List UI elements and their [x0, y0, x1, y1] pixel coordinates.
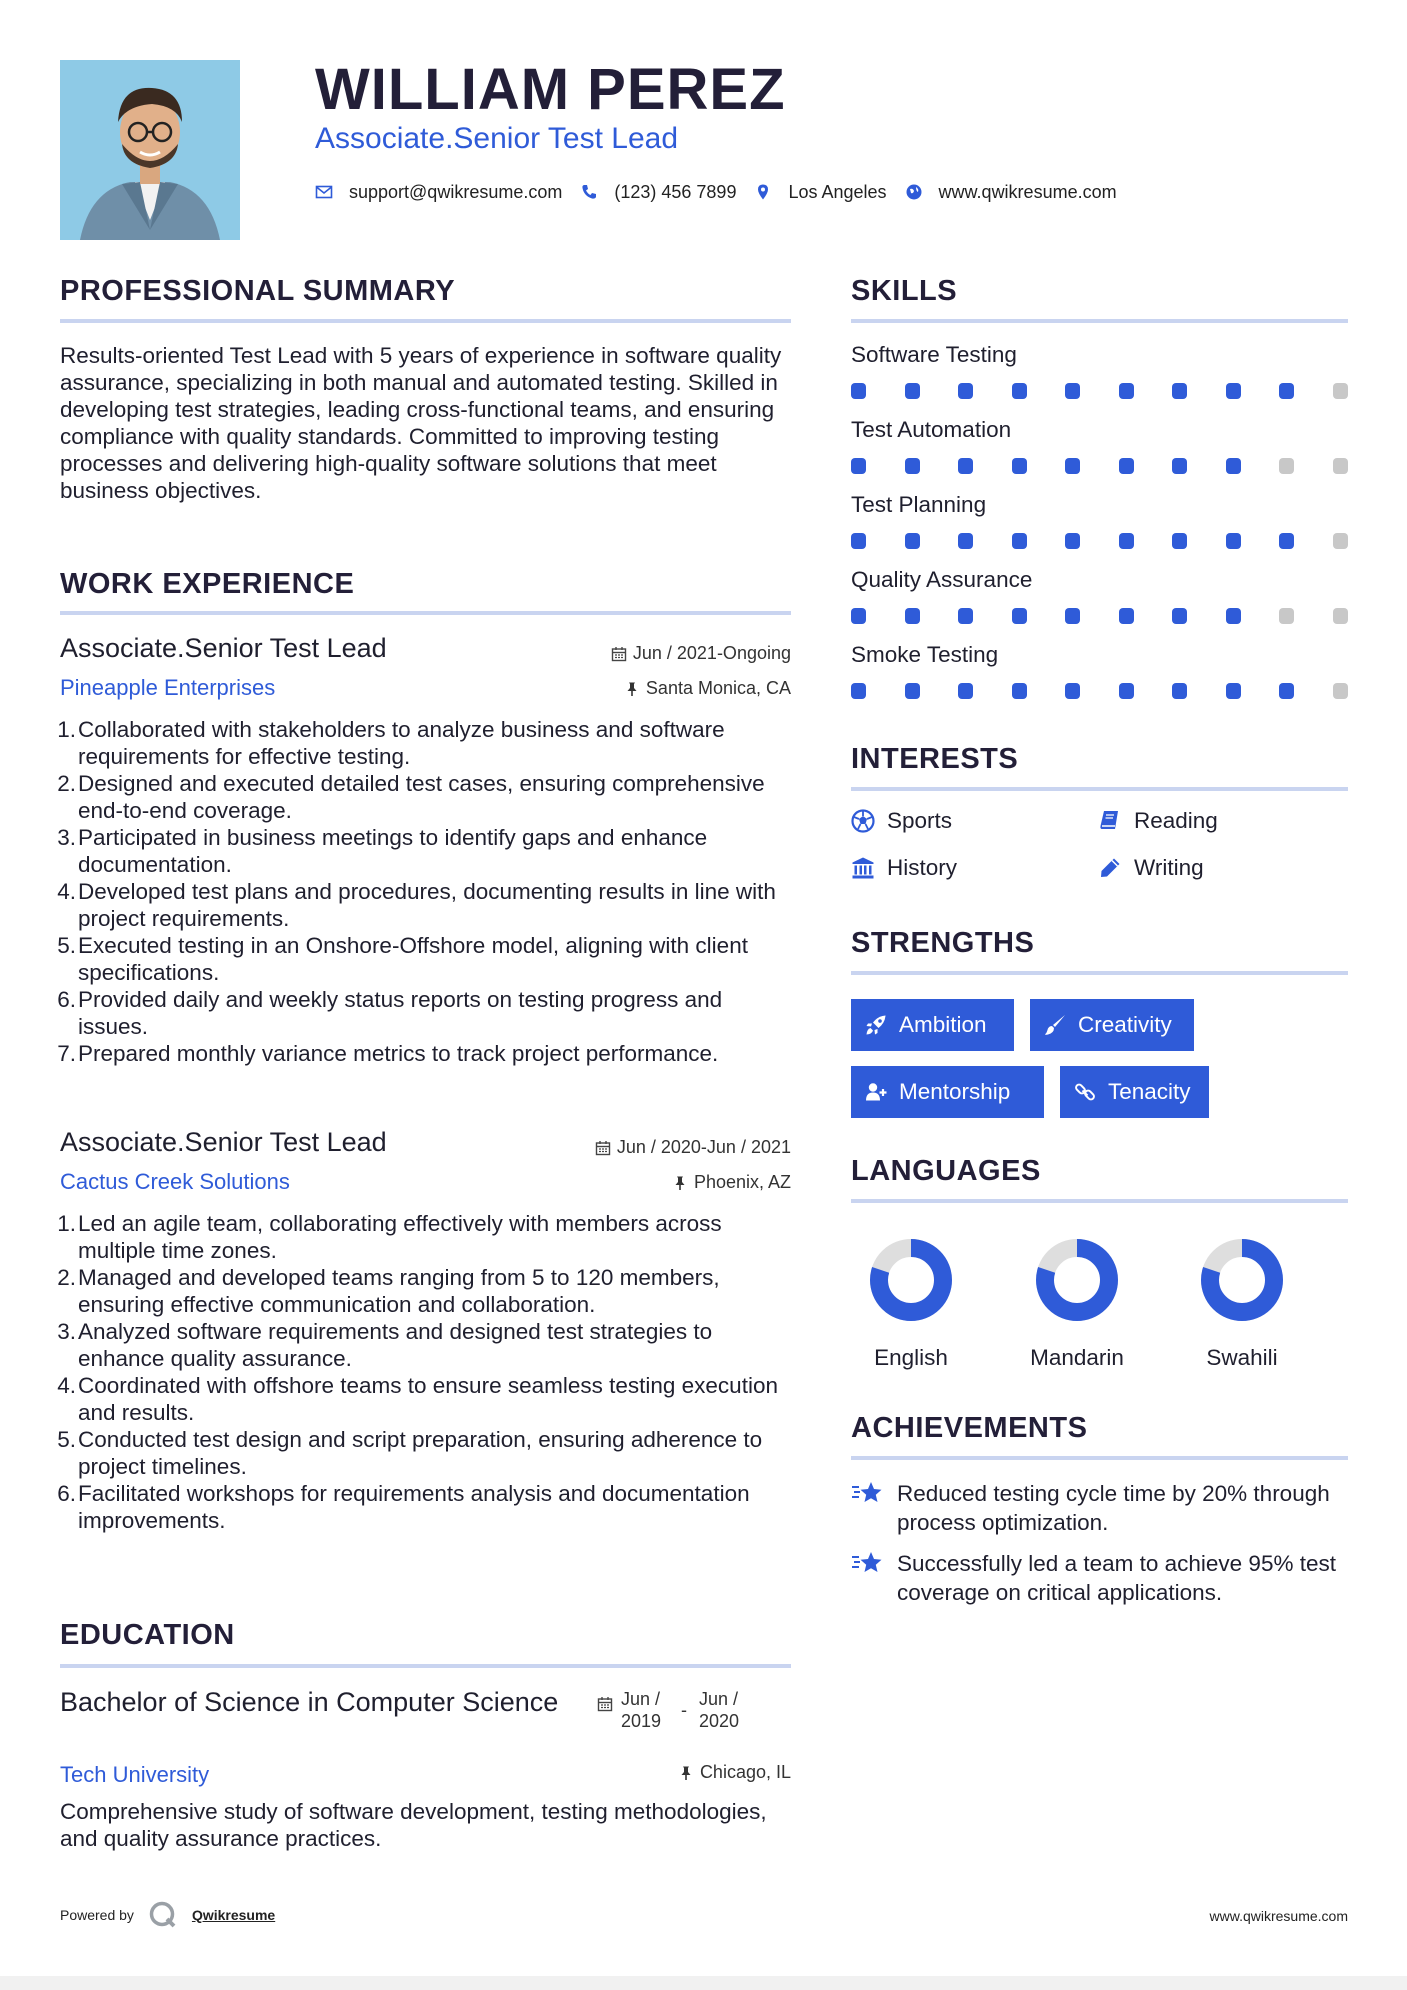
- skill-dot-filled: [1279, 383, 1294, 399]
- strength-badge: [851, 1066, 1044, 1118]
- skill-dot-filled: [958, 608, 973, 624]
- skill-dot-filled: [958, 383, 973, 399]
- interest-item: [851, 855, 957, 881]
- pushpin-icon: [672, 1175, 688, 1191]
- website-text: www.qwikresume.com: [938, 181, 1117, 202]
- skill-dot-filled: [1119, 683, 1134, 699]
- strengths-heading: STRENGTHS: [851, 927, 1035, 959]
- skill-dot-filled: [1012, 383, 1027, 399]
- job-dates-text: Jun / 2021-Ongoing: [632, 643, 791, 663]
- skill-dot-empty: [1333, 533, 1348, 549]
- skill-dot-filled: [1226, 683, 1241, 699]
- skills-heading: SKILLS: [851, 275, 958, 307]
- museum-icon: [851, 856, 875, 880]
- shooting-star-icon: [851, 1549, 883, 1577]
- list-item: 1. Collaborated with stakeholders to analyze business and software requirements for effective testing.: [57, 717, 725, 769]
- contact-email[interactable]: [315, 182, 562, 203]
- language-name: Mandarin: [1030, 1345, 1124, 1370]
- link-icon: [1074, 1081, 1096, 1103]
- list-item: 3. Analyzed software requirements and designed test strategies to enhance quality assurance.: [57, 1319, 713, 1371]
- contact-location: [754, 182, 886, 203]
- language-item: [1017, 1235, 1137, 1371]
- job-title: Associate.Senior Test Lead: [60, 1127, 387, 1157]
- job-location-text: Santa Monica, CA: [645, 678, 791, 698]
- list-item: 6. Facilitated workshops for requirements analysis and documentation improvements.: [57, 1481, 750, 1533]
- job-location-text: Phoenix, AZ: [693, 1172, 791, 1192]
- interests-divider: [851, 787, 1348, 791]
- skill-name: Smoke Testing: [851, 642, 999, 667]
- skill-dot-filled: [1119, 458, 1134, 474]
- skill-dot-filled: [1226, 383, 1241, 399]
- education-heading: EDUCATION: [60, 1619, 235, 1651]
- job-dates-text: Jun / 2020-Jun / 2021: [616, 1137, 791, 1157]
- skill-dot-filled: [1279, 683, 1294, 699]
- job-title: Associate.Senior Test Lead: [60, 633, 387, 663]
- skill-dot-empty: [1279, 608, 1294, 624]
- pushpin-icon: [624, 681, 640, 697]
- education-dates: [597, 1688, 747, 1732]
- skill-dot-filled: [905, 608, 920, 624]
- skill-rating: [851, 683, 1348, 699]
- skill-dot-filled: [905, 458, 920, 474]
- powered-by-label: Powered by: [60, 1907, 134, 1923]
- skill-name: Test Planning: [851, 492, 987, 517]
- education-location-text: Chicago, IL: [699, 1762, 791, 1782]
- skill-dot-filled: [1279, 533, 1294, 549]
- contact-website[interactable]: [905, 182, 1117, 203]
- interest-label: Writing: [1134, 855, 1204, 880]
- book-icon: [1098, 809, 1122, 833]
- interest-item: [851, 808, 952, 834]
- pencil-icon: [1098, 856, 1122, 880]
- profile-photo: [60, 60, 240, 240]
- skill-dot-empty: [1333, 383, 1348, 399]
- skill-rating: [851, 533, 1348, 549]
- skill-dot-filled: [905, 383, 920, 399]
- calendar-icon: [595, 1140, 611, 1156]
- language-item: [1182, 1235, 1302, 1371]
- achievement-text: Reduced testing cycle time by 20% through process optimization.: [897, 1481, 1330, 1535]
- list-item: 4. Coordinated with offshore teams to ensure seamless testing execution and results.: [57, 1373, 778, 1425]
- skill-rating: [851, 458, 1348, 474]
- list-item: 2. Managed and developed teams ranging from 5 to 120 members, ensuring effective communication and collaboration.: [57, 1265, 720, 1317]
- achievement-item: [851, 1549, 1348, 1607]
- skill-dot-filled: [851, 458, 866, 474]
- job-dates: [595, 1137, 791, 1158]
- skill-dot-filled: [1172, 533, 1187, 549]
- contact-bar: [315, 180, 1135, 204]
- candidate-name: WILLIAM PEREZ: [315, 57, 786, 122]
- footer-website[interactable]: www.qwikresume.com: [1209, 1908, 1348, 1924]
- interest-item: [1098, 808, 1218, 834]
- skill-dot-filled: [905, 683, 920, 699]
- pushpin-icon: [678, 1765, 694, 1781]
- list-item: 7. Prepared monthly variance metrics to track project performance.: [57, 1041, 719, 1066]
- skill-dot-filled: [1065, 608, 1080, 624]
- envelope-icon: [315, 183, 333, 201]
- qwikresume-logo-icon: [148, 1900, 178, 1930]
- phone-icon: [580, 183, 598, 201]
- skill-rating: [851, 608, 1348, 624]
- skill-dot-filled: [1226, 533, 1241, 549]
- skill-dot-filled: [1119, 608, 1134, 624]
- skill-dot-filled: [1065, 383, 1080, 399]
- brand-link[interactable]: Qwikresume: [191, 1907, 276, 1923]
- achievements-heading: ACHIEVEMENTS: [851, 1412, 1088, 1444]
- strength-badge: [851, 999, 1014, 1051]
- candidate-role: Associate.Senior Test Lead: [315, 122, 679, 155]
- map-pin-icon: [754, 183, 772, 201]
- skill-dot-filled: [958, 683, 973, 699]
- strengths-divider: [851, 971, 1348, 975]
- skill-dot-filled: [958, 458, 973, 474]
- languages-divider: [851, 1199, 1348, 1203]
- calendar-icon: [597, 1696, 613, 1712]
- skill-name: Software Testing: [851, 342, 1017, 367]
- achievement-text: Successfully led a team to achieve 95% test coverage on critical applications.: [897, 1551, 1336, 1605]
- company-name: Cactus Creek Solutions: [60, 1169, 290, 1194]
- phone-text: (123) 456 7899: [614, 181, 737, 202]
- language-donut: [866, 1235, 956, 1325]
- job-location: [672, 1172, 791, 1193]
- skill-dot-filled: [1012, 458, 1027, 474]
- skill-dot-filled: [1119, 533, 1134, 549]
- skill-dot-filled: [1065, 458, 1080, 474]
- language-item: [851, 1235, 971, 1371]
- skill-name: Quality Assurance: [851, 567, 1033, 592]
- skill-dot-filled: [851, 608, 866, 624]
- strength-label: Tenacity: [1108, 1079, 1191, 1104]
- achievements-divider: [851, 1456, 1348, 1460]
- job-duties-list: [57, 716, 791, 1067]
- skill-dot-filled: [958, 533, 973, 549]
- paintbrush-icon: [1044, 1014, 1066, 1036]
- education-divider: [60, 1664, 791, 1668]
- skill-dot-empty: [1333, 458, 1348, 474]
- language-donut: [1032, 1235, 1122, 1325]
- achievement-item: [851, 1479, 1348, 1537]
- contact-phone[interactable]: [580, 182, 736, 203]
- job-location: [624, 678, 791, 699]
- skills-divider: [851, 319, 1348, 323]
- bottom-bar: [0, 1976, 1407, 1990]
- skill-rating: [851, 383, 1348, 399]
- list-item: 5. Executed testing in an Onshore-Offshore model, aligning with client specifications.: [57, 933, 748, 985]
- education-end: Jun / 2020: [699, 1689, 740, 1731]
- list-item: 6. Provided daily and weekly status reports on testing progress and issues.: [57, 987, 723, 1039]
- list-item: 5. Conducted test design and script preparation, ensuring adherence to project timelines.: [57, 1427, 763, 1479]
- list-item: 2. Designed and executed detailed test cases, ensuring comprehensive end-to-end coverage.: [57, 771, 765, 823]
- skill-dot-filled: [1119, 383, 1134, 399]
- summary-divider: [60, 319, 791, 323]
- interest-label: History: [887, 855, 958, 880]
- strength-label: Mentorship: [899, 1079, 1011, 1104]
- school-name: Tech University: [60, 1762, 210, 1787]
- experience-heading: WORK EXPERIENCE: [60, 568, 355, 600]
- skill-dot-filled: [1172, 608, 1187, 624]
- skill-dot-filled: [1012, 608, 1027, 624]
- skill-dot-filled: [1226, 608, 1241, 624]
- interest-label: Reading: [1134, 808, 1218, 833]
- skill-dot-empty: [1333, 608, 1348, 624]
- skill-dot-filled: [1065, 683, 1080, 699]
- language-name: English: [874, 1345, 948, 1370]
- interests-heading: INTERESTS: [851, 743, 1019, 775]
- skill-dot-filled: [1172, 458, 1187, 474]
- degree-title: Bachelor of Science in Computer Science: [60, 1687, 559, 1717]
- location-text: Los Angeles: [788, 181, 887, 202]
- experience-divider: [60, 611, 791, 615]
- soccer-ball-icon: [851, 809, 875, 833]
- language-name: Swahili: [1206, 1345, 1278, 1370]
- shooting-star-icon: [851, 1479, 883, 1507]
- skill-dot-filled: [851, 383, 866, 399]
- user-plus-icon: [865, 1081, 887, 1103]
- email-text: support@qwikresume.com: [349, 181, 563, 202]
- skill-dot-filled: [1012, 533, 1027, 549]
- skill-dot-filled: [1172, 683, 1187, 699]
- language-donut: [1197, 1235, 1287, 1325]
- job-duties-list: [57, 1210, 791, 1534]
- education-start: Jun / 2019: [621, 1689, 662, 1731]
- skill-dot-filled: [1172, 383, 1187, 399]
- skill-dot-empty: [1279, 458, 1294, 474]
- skill-dot-filled: [905, 533, 920, 549]
- calendar-icon: [611, 646, 627, 662]
- skill-dot-filled: [1012, 683, 1027, 699]
- list-item: 1. Led an agile team, collaborating effectively with members across multiple time zones.: [57, 1211, 722, 1263]
- interest-label: Sports: [887, 808, 953, 833]
- footer-branding: [60, 1900, 275, 1930]
- person-portrait-icon: [60, 60, 240, 240]
- skill-dot-filled: [851, 533, 866, 549]
- skill-dot-filled: [851, 683, 866, 699]
- globe-icon: [905, 183, 923, 201]
- list-item: 3. Participated in business meetings to identify gaps and enhance documentation.: [57, 825, 708, 877]
- education-description: Comprehensive study of software development, testing methodologies, and quality assurance practices.: [60, 1799, 767, 1851]
- strength-label: Ambition: [899, 1012, 987, 1037]
- company-name: Pineapple Enterprises: [60, 675, 276, 700]
- date-separator: -: [681, 1700, 687, 1720]
- skill-dot-filled: [1226, 458, 1241, 474]
- job-dates: [611, 643, 791, 664]
- skill-dot-empty: [1333, 683, 1348, 699]
- strength-label: Creativity: [1078, 1012, 1172, 1037]
- summary-text: Results-oriented Test Lead with 5 years of experience in software quality assurance, specializing in both manual and automated testing. Skilled in developing test strategies, leading cross-functional teams, and ensuring compliance with quality standards. Committed to improving testing processes and delivering high-quality software solutions that meet business objectives.: [60, 343, 782, 503]
- languages-heading: LANGUAGES: [851, 1155, 1041, 1187]
- strength-badge: [1060, 1066, 1209, 1118]
- skill-dot-filled: [1065, 533, 1080, 549]
- education-location: [678, 1762, 791, 1783]
- interest-item: [1098, 855, 1204, 881]
- strength-badge: [1030, 999, 1194, 1051]
- list-item: 4. Developed test plans and procedures, documenting results in line with project requirements.: [57, 879, 776, 931]
- rocket-icon: [865, 1014, 887, 1036]
- skill-name: Test Automation: [851, 417, 1012, 442]
- summary-heading: PROFESSIONAL SUMMARY: [60, 275, 456, 307]
